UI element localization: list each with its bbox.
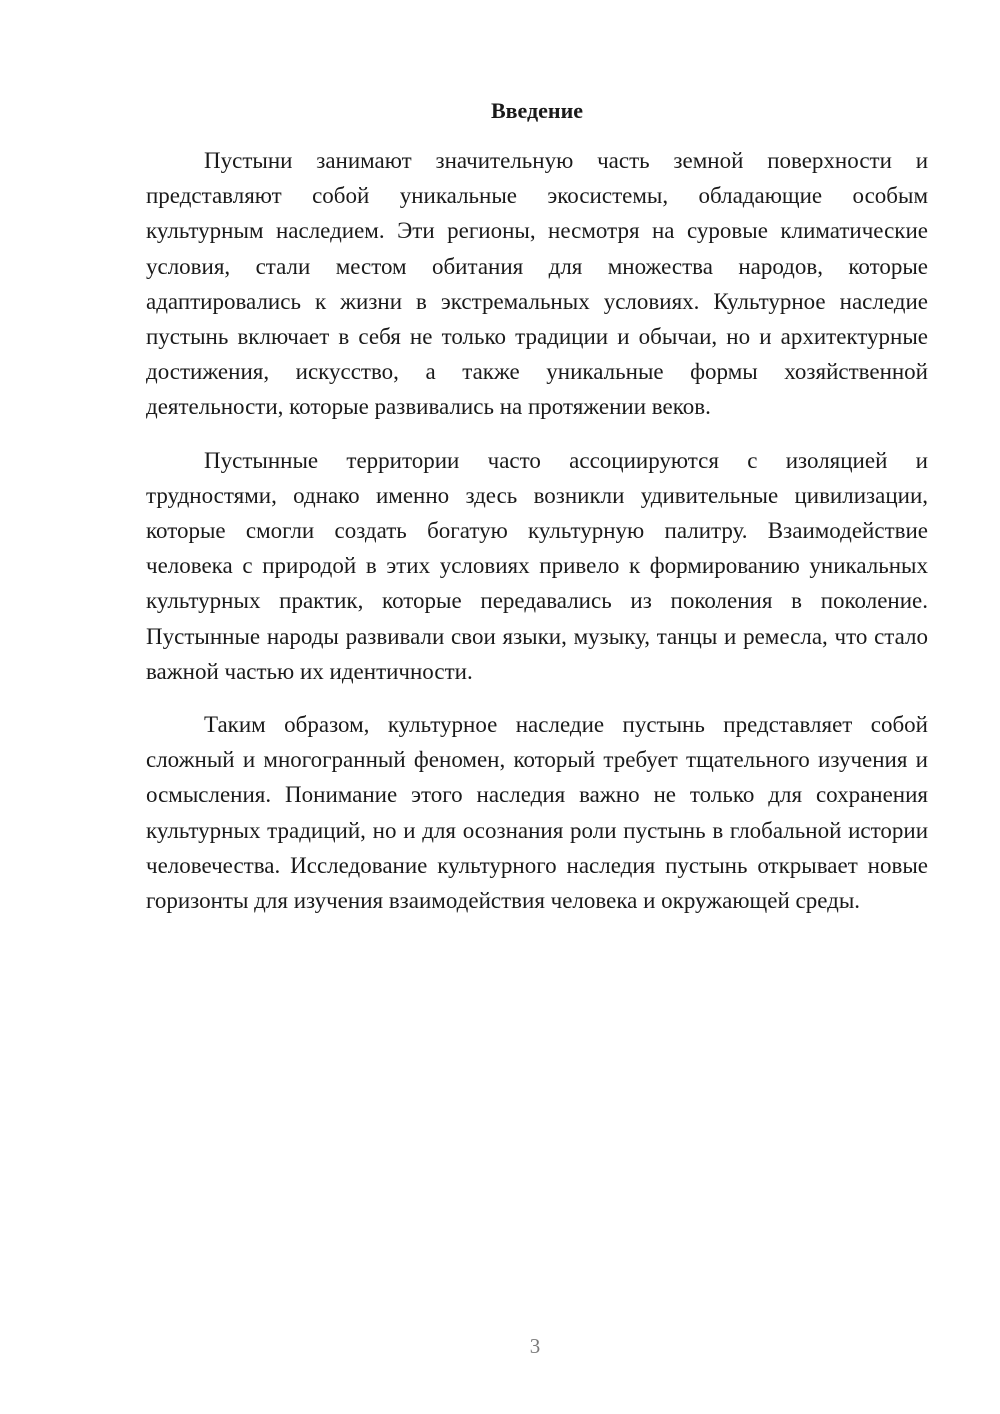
paragraph-1: Пустыни занимают значительную часть земной поверхности и представляют собой уникальные экосистемы, обладающие особым культурным наследием. Эти регионы, несмотря на суровые климатические условия, стали местом обитания для множества народов, которые адаптировались к жизни в экстремальных условиях. Культурное наследие пустынь включает в себя не только традиции и обычаи, но и архитектурные достижения, искусство, а также уникальные формы хозяйственной деятельности, которые развивались на протяжении веков. [146,148,928,420]
document-body [146,143,928,936]
paragraph-2: Пустынные территории часто ассоциируются с изоляцией и трудностями, однако именно здесь возникли удивительные цивилизации, которые смогли создать богатую культурную палитру. Взаимодействие человека с природой в этих условиях привело к формированию уникальных культурных практик, которые передавались из поколения в поколение. Пустынные народы развивали свои языки, музыку, танцы и ремесла, что стало важной частью их идентичности. [146,447,928,684]
page-number: 3 [529,1334,541,1358]
paragraph-3: Таким образом, культурное наследие пустынь представляет собой сложный и многогранный феномен, который требует тщательного изучения и осмысления. Понимание этого наследия важно не только для сохранения культурных традиций, но и для осознания роли пустынь в глобальной истории человечества. Исследование культурного наследия пустынь открывает новые горизонты для изучения взаимодействия человека и окружающей среды. [146,712,928,914]
page-title: Введение [490,98,584,123]
